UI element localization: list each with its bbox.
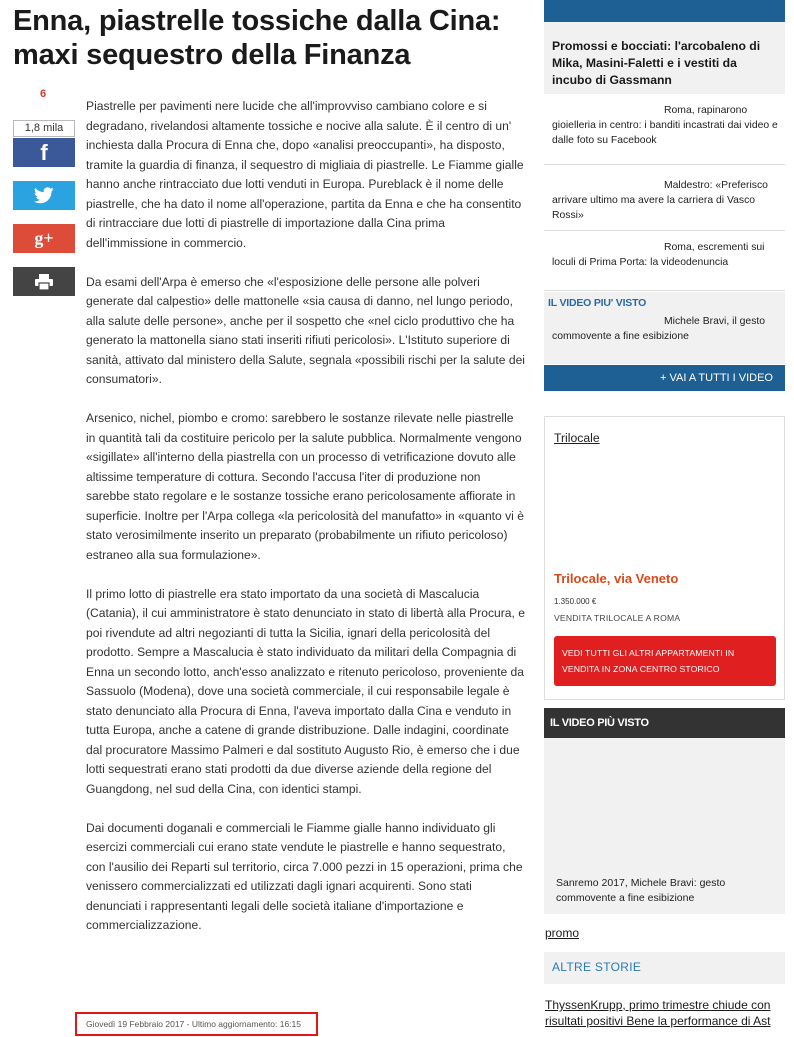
- comments-count[interactable]: 6: [40, 88, 47, 100]
- sidebar-feature-title[interactable]: Promossi e bocciati: l'arcobaleno di Mika, Masini-Faletti e i vestiti da incubo di Gassmann: [552, 39, 761, 87]
- print-icon: [35, 274, 53, 290]
- altre-storie-item[interactable]: [545, 997, 781, 1029]
- view-all-apartments-button[interactable]: VEDI TUTTI GLI ALTRI APPARTAMENTI IN VENDITA IN ZONA CENTRO STORICO: [554, 636, 776, 686]
- video-section-label: IL VIDEO PIU' VISTO: [548, 297, 647, 309]
- article-paragraph: Il primo lotto di piastrelle era stato importato da una società di Mascalucia (Catania), il cui amministratore è stato denunciato in stato di libertà alla Procura, e poi rivendute ad altri negozianti di tutta la Sicilia, ignari della pericolosità del prodotto. Sempre a Mascalucia è stato individuato da militari della Compagnia di Enna un secondo lotto, anch'esso analizzato e ritenuto pericoloso, proveniente da Sassuolo (Modena), dove una società commerciale, il cui responsabile legale è stato denunciato alla Procura di Enna, l'aveva importato dalla Cina e venduto in tutta Europa, anche a catene di grande distribuzione. Dalle indagini, coordinate dal procuratore Massimo Palmeri e dal sostituto Augusto Rio, è emerso che i due lotti sequestrati erano stati prodotti da due diverse aziende della regione del Guangdong, nel sud della Cina, con identici stampi.: [86, 586, 525, 796]
- article-date: Giovedì 19 Febbraio 2017 - Ultimo aggiornamento: 16:15: [75, 1012, 318, 1036]
- sidebar-news-item[interactable]: [544, 95, 785, 165]
- property-title[interactable]: Trilocale, via Veneto: [554, 571, 679, 586]
- altre-storie-link[interactable]: ThyssenKrupp, primo trimestre chiude con risultati positivi Bene la performance di Ast: [545, 998, 771, 1028]
- promo-link[interactable]: promo: [545, 926, 580, 940]
- sidebar-news-item[interactable]: [544, 232, 785, 291]
- video-item-text[interactable]: Michele Bravi, il gesto commovente a fine esibizione: [552, 316, 766, 342]
- sidebar-feature[interactable]: [544, 22, 785, 94]
- sidebar-top-bar: [544, 0, 785, 22]
- article-paragraph: Arsenico, nichel, piombo e cromo: sarebbero le sostanze rilevate nelle piastrelle in quantità tali da costituire pericolo per la salute pubblica. Normalmente vengono «sigillate» all'interno della piastrella con un processo di vetrificazione dovuto alle altissime temperature di cottura. Secondo l'accusa l'iter di produzione non sarebbe stato regolare e le sostanze tossiche erano pericolosamente affiorate in superficie. Inoltre per l'Arpa collega «la pericolosità del manufatto» in «quanto vi è stato verosimilmente inserito un preparato (probabilmente un rifiuto pericoloso) estraneo alla sua formulazione».: [86, 411, 524, 562]
- news-item-text[interactable]: Maldestro: «Preferisco arrivare ultimo ma avere la carriera di Vasco Rossi»: [552, 180, 768, 221]
- article-paragraph: Piastrelle per pavimenti nere lucide che all'improvviso cambiano colore e si degradano, rivelandosi altamente tossiche e nocive alla salute. È il centro di un' inchiesta dalla Procura di Enna che, dopo «analisi preoccupanti», ha disposto, tramite la guardia di finanza, il sequestro di migliaia di piastrelle. Le Fiamme gialle hanno anche rintracciato due lotti venduti in Europa. Pureblack è il nome delle piastrelle, che ha dato il nome all'operazione, partita da Enna e che ha consentito di rintracciare due lotti di piastrelle di importazione dalla Cina prima dell'immissione in commercio.: [86, 99, 524, 250]
- news-item-text[interactable]: Roma, rapinarono gioielleria in centro: i banditi incastrati dai video e dalle foto su Facebook: [552, 105, 778, 146]
- property-price: 1.350.000 €: [554, 597, 597, 606]
- twitter-share-button[interactable]: [13, 181, 75, 210]
- print-button[interactable]: [13, 267, 75, 296]
- property-subtitle: VENDITA TRILOCALE A ROMA: [554, 613, 681, 623]
- twitter-icon: [34, 187, 54, 204]
- googleplus-share-button[interactable]: [13, 224, 75, 253]
- article-paragraph: Dai documenti doganali e commerciali le Fiamme gialle hanno individuato gli esercizi commerciali cui erano state vendute le piastrelle e hanno sequestrato, con l'ausilio dei Reparti sul territorio, circa 7.000 pezzi in 15 operazioni, prima che venissero commercializzati ed utilizzati dagli ignari acquirenti. Sono stati denunciati i rappresentanti legali delle società italiane d'importazione e commercializzazione.: [86, 820, 523, 932]
- share-count: 1,8 mila: [13, 120, 75, 137]
- facebook-icon: f: [40, 139, 48, 165]
- article-paragraph: Da esami dell'Arpa è emerso che «l'esposizione delle persone alle polveri generate dal calpestio» delle mattonelle «sia causa di danno, nel lungo periodo, alla salute delle persone», anche per il sospetto che «nel ciclo produttivo che ha generato la mattonella siano stati inseriti rifiuti pericolosi». L'Istituto superiore di sanità, attivato dal ministero della Salute, segnala «possibili rischi per la salute dei consumatori».: [86, 274, 525, 386]
- real-estate-widget: [544, 416, 785, 700]
- most-viewed-video-box[interactable]: [544, 708, 785, 914]
- news-item-text[interactable]: Roma, escrementi sui loculi di Prima Porta: la videodenuncia: [552, 242, 765, 268]
- article-title: Enna, piastrelle tossiche dalla Cina: maxi sequestro della Finanza: [13, 5, 501, 71]
- most-viewed-video-heading: IL VIDEO PIÙ VISTO: [544, 708, 785, 738]
- sidebar-news-item[interactable]: [544, 166, 785, 231]
- all-videos-link[interactable]: + VAI A TUTTI I VIDEO: [544, 365, 785, 391]
- facebook-share-button[interactable]: [13, 138, 75, 167]
- article-body: [86, 97, 526, 955]
- altre-storie-heading: ALTRE STORIE: [544, 952, 785, 984]
- most-viewed-video-caption[interactable]: Sanremo 2017, Michele Bravi: gesto commovente a fine esibizione: [556, 877, 726, 904]
- share-bar: [13, 120, 75, 310]
- google-plus-icon: g+: [34, 228, 54, 248]
- sidebar-video-item[interactable]: [544, 292, 785, 364]
- property-category-link[interactable]: Trilocale: [554, 431, 600, 445]
